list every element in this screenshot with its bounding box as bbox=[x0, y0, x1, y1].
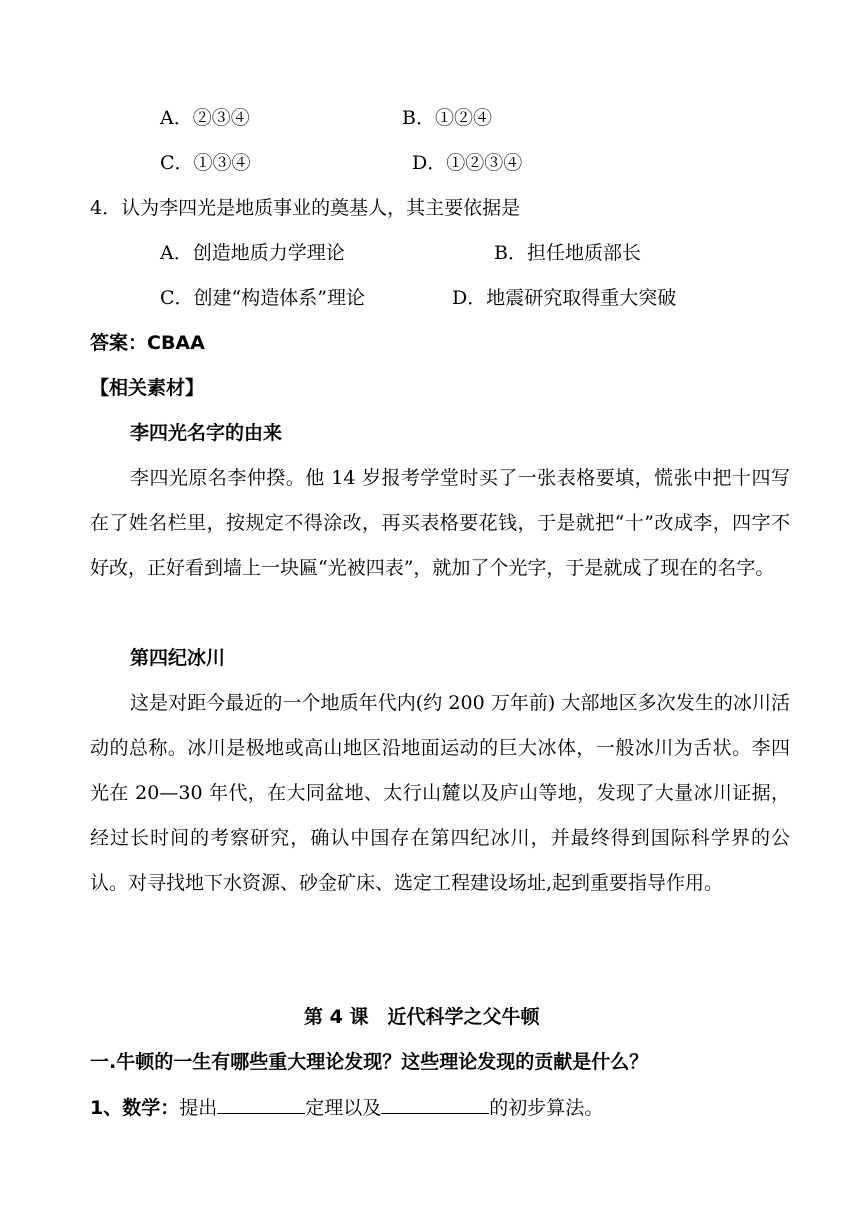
q3-option-a: A．②③④ bbox=[160, 107, 250, 129]
material2-title: 第四纪冰川 bbox=[130, 647, 226, 669]
item1-label: 1、数学： bbox=[90, 1097, 180, 1119]
section1-question: 一.牛顿的一生有哪些重大理论发现？这些理论发现的贡献是什么？ bbox=[90, 1051, 649, 1073]
q4-option-d: D．地震研究取得重大突破 bbox=[452, 287, 677, 309]
item1-pre: 提出 bbox=[179, 1097, 218, 1119]
q3-option-c: C．①③④ bbox=[160, 152, 251, 174]
item1-mid: 定理以及 bbox=[305, 1097, 382, 1119]
q4-option-c: C．创建“构造体系”理论 bbox=[160, 287, 365, 309]
q4-stem: 4．认为李四光是地质事业的奠基人，其主要依据是 bbox=[90, 197, 521, 219]
q4-option-b: B．担任地质部长 bbox=[494, 242, 641, 264]
blank-1[interactable] bbox=[217, 1095, 305, 1114]
blank-2[interactable] bbox=[381, 1095, 489, 1114]
item1-post: 的初步算法。 bbox=[489, 1097, 604, 1119]
answer-line: 答案：CBAA bbox=[90, 332, 205, 354]
q3-option-b: B．①②④ bbox=[402, 107, 492, 129]
q4-option-a: A．创造地质力学理论 bbox=[160, 242, 345, 264]
material2-body: 这是对距今最近的一个地质年代内(约 200 万年前) 大部地区多次发生的冰川活动的总称。冰川是极地或高山地区沿地面运动的巨大冰体，一般冰川为舌状。李四光在 20—30 年代，在大同盆地、太行山麓以及庐山等地，发现了大量冰川证据，经过长时间的考察研究，确认中国存在第四纪冰川，并最终得到国际科学界的公认。对寻找地下水资源、砂金矿床、选定工程建设场址,起到重要指导作用。 bbox=[90, 692, 790, 894]
material1-body: 李四光原名李仲揆。他 14 岁报考学堂时买了一张表格要填，慌张中把十四写在了姓名栏里，按规定不得涂改，再买表格要花钱，于是就把“十”改成李，四字不好改，正好看到墙上一块匾“光被四表”，就加了个光字，于是就成了现在的名字。 bbox=[90, 467, 790, 579]
item1-line bbox=[90, 1095, 603, 1120]
lesson-title: 第 4 课 近代科学之父牛顿 bbox=[304, 1006, 540, 1028]
q3-option-d: D．①②③④ bbox=[412, 152, 523, 174]
material1-title: 李四光名字的由来 bbox=[130, 422, 283, 444]
materials-heading: 【相关素材】 bbox=[90, 377, 205, 399]
